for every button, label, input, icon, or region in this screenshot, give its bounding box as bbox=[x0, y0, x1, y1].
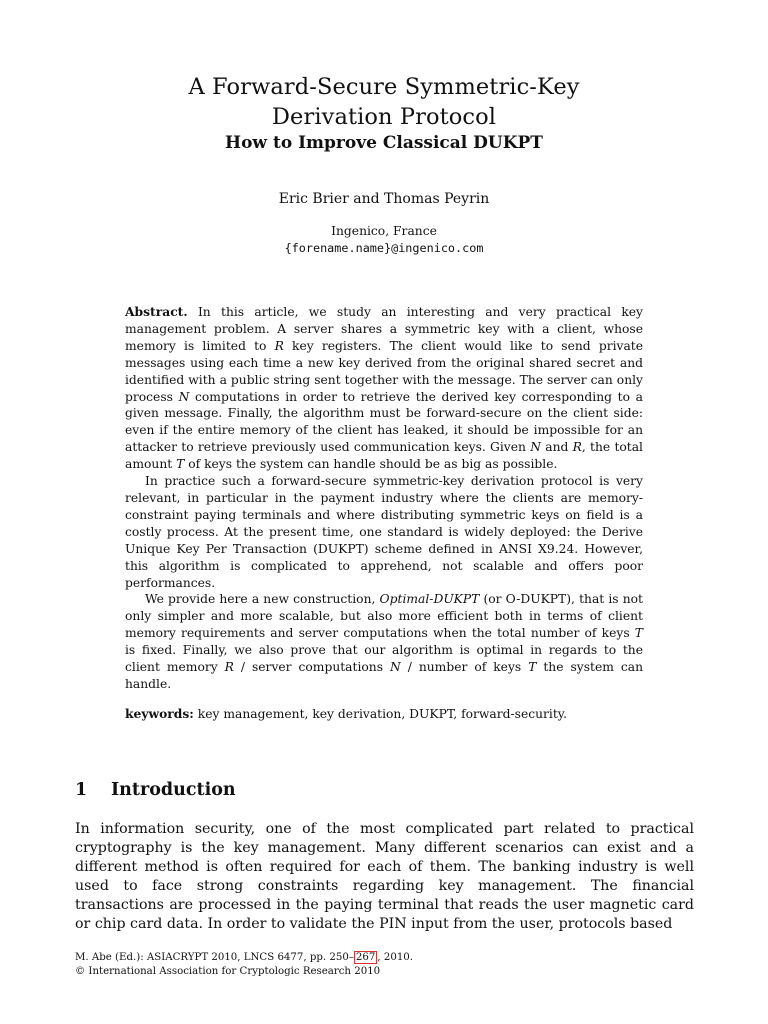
abstract-text: / number of keys bbox=[400, 660, 529, 675]
copyright-line: © International Association for Cryptologic Research 2010 bbox=[75, 965, 381, 977]
abstract-paragraph-2: In practice such a forward-secure symmetric-key derivation protocol is very relevant, in particular in the payment industry where the clients are memory-constraint paying terminals and where distributing symmetric keys on field is a costly process. At the present time, one standard is widely deployed: the Derive Unique Key Per Transaction (DUKPT) scheme defined in ANSI X9.24. However, this algorithm is complicated to apprehend, not scalable and offers poor performances. bbox=[125, 474, 643, 590]
abstract-text: We provide here a new construction, bbox=[145, 592, 380, 607]
title-line-1: A Forward-Secure Symmetric-Key bbox=[188, 74, 580, 100]
abstract-text: In this article, we study an interesting and very practical key management problem. A server shares a symmetric key with a client, whose memory is limited to bbox=[125, 305, 643, 353]
math-var: T bbox=[634, 626, 643, 641]
section-number: 1 bbox=[75, 780, 88, 800]
affiliation: Ingenico, France bbox=[331, 224, 437, 238]
math-var: R bbox=[224, 660, 234, 675]
keywords bbox=[125, 706, 643, 723]
citation-text: , 2010. bbox=[377, 952, 414, 963]
paper-subtitle: How to Improve Classical DUKPT bbox=[225, 133, 543, 153]
abstract-text: (or O-DUKPT), that is not only simpler and more scalable, but also more efficient both in terms of client memory requirements and server computations when the total number of keys bbox=[125, 592, 643, 641]
math-var: N bbox=[390, 660, 401, 675]
abstract-text: the system can handle. bbox=[125, 660, 643, 691]
introduction-paragraph: In information security, one of the most complicated part related to practical cryptography is the key management. Many different scenarios can exist and a different method is often required for each of them. The banking industry is well used to face strong constraints regarding key management. The financial transactions are processed in the paying terminal that reads the user magnetic card or chip card data. In order to validate the PIN input from the user, protocols based bbox=[75, 821, 694, 932]
footer-citation bbox=[75, 951, 694, 978]
citation-line bbox=[75, 951, 694, 965]
paper-title bbox=[0, 72, 768, 132]
authors: Eric Brier and Thomas Peyrin bbox=[278, 191, 490, 207]
email-address[interactable]: {forename.name}@ingenico.com bbox=[284, 241, 484, 255]
abstract-text: of keys the system can handle should be as big as possible. bbox=[184, 457, 558, 472]
introduction-body bbox=[75, 820, 694, 933]
math-var: N bbox=[530, 440, 541, 455]
abstract-text: is fixed. Finally, we also prove that our algorithm is optimal in regards to the client memory bbox=[125, 643, 643, 675]
abstract-text: and bbox=[540, 440, 573, 455]
abstract-text: , the total amount bbox=[125, 440, 643, 472]
math-var: R bbox=[572, 440, 582, 455]
section-title: Introduction bbox=[111, 780, 236, 800]
citation-text: M. Abe (Ed.): ASIACRYPT 2010, LNCS 6477, pp. 250– bbox=[75, 952, 354, 963]
abstract-text: computations in order to retrieve the derived key corresponding to a given message. Finally, the algorithm must be forward-secure on the client side: even if the entire memory of the client has leaked, it should be impossible for an attacker to retrieve previously used communication keys. Given bbox=[125, 389, 643, 455]
keywords-list: key management, key derivation, DUKPT, forward-security. bbox=[193, 706, 568, 721]
math-var: T bbox=[176, 457, 185, 472]
page-link[interactable]: 267 bbox=[355, 952, 376, 963]
math-var: T bbox=[528, 660, 537, 675]
math-var: R bbox=[274, 338, 284, 353]
abstract-paragraph-3 bbox=[125, 591, 643, 692]
section-heading-introduction bbox=[75, 778, 236, 802]
abstract-paragraph-1 bbox=[125, 304, 643, 473]
title-line-2: Derivation Protocol bbox=[271, 104, 497, 130]
math-var: N bbox=[178, 389, 190, 404]
abstract-text: key registers. The client would like to send private messages using each time a new key derived from the original shared secret and identified with a public string sent together with the message. The server can only process bbox=[125, 338, 643, 404]
abstract-text: / server computations bbox=[233, 660, 390, 675]
abstract bbox=[125, 304, 643, 723]
construction-name: Optimal-DUKPT bbox=[379, 592, 480, 607]
abstract-label: Abstract. bbox=[125, 304, 188, 319]
keywords-label: keywords: bbox=[125, 705, 194, 721]
